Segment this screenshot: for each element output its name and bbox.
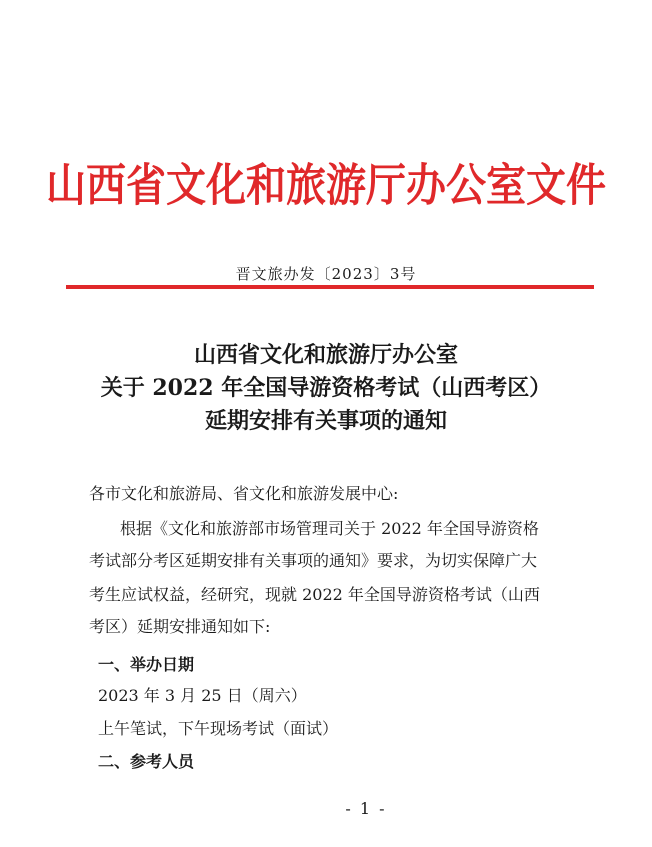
- notice-title-line2: 关于 2022 年全国导游资格考试（山西考区）: [100, 375, 552, 401]
- paragraph-line-1: 根据《文化和旅游部市场管理司关于 2022 年全国导游资格: [120, 519, 539, 538]
- exam-schedule: 上午笔试，下午现场考试（面试）: [98, 719, 339, 738]
- paragraph-line-4: 考区）延期安排通知如下:: [89, 617, 271, 636]
- notice-title-line3: 延期安排有关事项的通知: [204, 408, 447, 434]
- section-heading-participants: 二、参考人员: [98, 752, 195, 771]
- page-number: - 1 -: [345, 799, 387, 818]
- document-number: 晋文旅办发〔2023〕3号: [235, 265, 417, 283]
- section-heading-date: 一、举办日期: [98, 655, 195, 674]
- paragraph-line-2: 考试部分考区延期安排有关事项的通知》要求，为切实保障广大: [89, 551, 538, 570]
- issuer-title: 山西省文化和旅游厅办公室文件: [46, 158, 606, 212]
- red-divider-line: [66, 285, 594, 289]
- exam-date: 2023 年 3 月 25 日（周六）: [98, 686, 307, 705]
- notice-title-line1: 山西省文化和旅游厅办公室: [193, 342, 458, 368]
- paragraph-line-3: 考生应试权益，经研究，现就 2022 年全国导游资格考试（山西: [89, 585, 540, 604]
- salutation: 各市文化和旅游局、省文化和旅游发展中心:: [89, 484, 399, 503]
